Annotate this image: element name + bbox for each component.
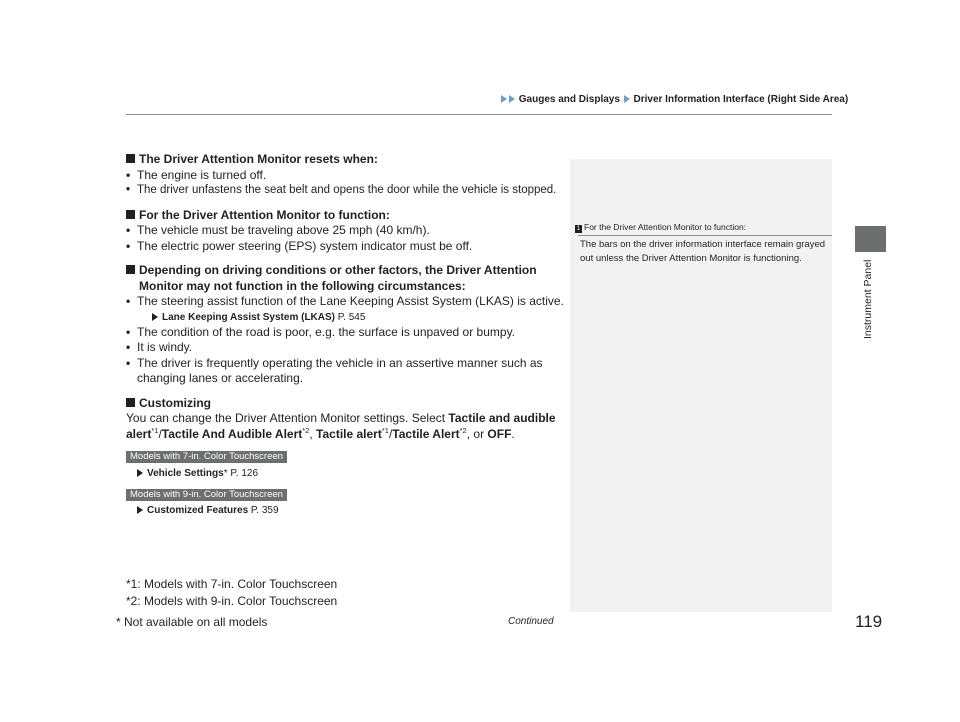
note-title bbox=[575, 222, 746, 233]
main-content bbox=[126, 152, 566, 518]
section-heading-conditions: Depending on driving conditions or other factors, the Driver Attention bbox=[126, 263, 566, 279]
reference-arrow-icon bbox=[137, 506, 143, 514]
model-badge-9in: Models with 9-in. Color Touchscreen bbox=[126, 489, 287, 501]
cross-reference-lkas[interactable]: Lane Keeping Assist System (LKAS) P. 545 bbox=[126, 310, 566, 325]
breadcrumb-item-gauges[interactable]: Gauges and Displays bbox=[518, 94, 620, 105]
footnote-1: *1: Models with 7-in. Color Touchscreen bbox=[126, 577, 338, 591]
note-title-text: For the Driver Attention Monitor to function: bbox=[584, 222, 747, 232]
note-text: The bars on the driver information interface remain grayed out unless the Driver Attention Monitor is functioning. bbox=[580, 239, 826, 264]
footnote-2: *2: Models with 9-in. Color Touchscreen bbox=[126, 594, 338, 608]
section-heading-function: For the Driver Attention Monitor to function: bbox=[126, 208, 566, 224]
section-heading-customizing: Customizing bbox=[126, 396, 566, 412]
breadcrumb-item-driver-info[interactable]: Driver Information Interface (Right Side Area) bbox=[633, 94, 849, 105]
section-heading-conditions-cont: Monitor may not function in the following circumstances: bbox=[139, 278, 466, 293]
square-bullet-icon bbox=[126, 265, 135, 274]
list-item: • The steering assist function of the Lane Keeping Assist System (LKAS) is active. bbox=[126, 294, 564, 308]
page-number: 119 bbox=[855, 612, 883, 631]
section-heading-resets: The Driver Attention Monitor resets when: bbox=[126, 152, 566, 168]
list-item: • The driver is frequently operating the vehicle in an assertive manner such as changing lanes or accelerating. bbox=[126, 355, 543, 385]
chapter-tab-label: Instrument Panel bbox=[862, 259, 874, 339]
chapter-tab-marker bbox=[855, 226, 886, 252]
cross-reference-customized-features[interactable]: Customized Features P. 359 bbox=[126, 503, 566, 518]
list-item: • The electric power steering (EPS) system indicator must be off. bbox=[126, 238, 473, 253]
breadcrumb bbox=[500, 94, 848, 105]
list-item: • The engine is turned off. bbox=[126, 167, 267, 182]
list-item: • It is windy. bbox=[126, 340, 193, 354]
cross-reference-vehicle-settings[interactable]: Vehicle Settings* P. 126 bbox=[126, 466, 566, 481]
square-bullet-icon bbox=[126, 210, 135, 219]
list-item: • The condition of the road is poor, e.g. the surface is unpaved or bumpy. bbox=[126, 324, 516, 339]
list-item: • The driver unfastens the seat belt and opens the door while the vehicle is stopped. bbox=[126, 184, 557, 196]
square-bullet-icon bbox=[126, 154, 135, 163]
breadcrumb-arrow-icon bbox=[501, 95, 507, 103]
breadcrumb-arrow-icon bbox=[624, 95, 630, 103]
availability-note: * Not available on all models bbox=[116, 615, 268, 629]
breadcrumb-arrow-icon bbox=[509, 95, 515, 103]
reference-arrow-icon bbox=[152, 313, 158, 321]
note-icon: 1 bbox=[576, 226, 581, 232]
chapter-tab[interactable] bbox=[858, 253, 882, 353]
continued-label: Continued bbox=[508, 616, 554, 627]
note-divider bbox=[578, 235, 832, 236]
header-divider bbox=[126, 114, 832, 115]
list-item: • The vehicle must be traveling above 25 mph (40 km/h). bbox=[126, 223, 430, 237]
model-badge-7in: Models with 7-in. Color Touchscreen bbox=[126, 451, 287, 463]
customizing-text: You can change the Driver Attention Monitor settings. Select Tactile and audible alert$^{*1}$/Tactile And Audible Alert$^{*2}$, Tactile alert$^{*1}$/Tactile Alert$^{*2}$, or OFF. bbox=[126, 411, 556, 441]
reference-arrow-icon bbox=[137, 469, 143, 477]
square-bullet-icon bbox=[126, 398, 135, 407]
